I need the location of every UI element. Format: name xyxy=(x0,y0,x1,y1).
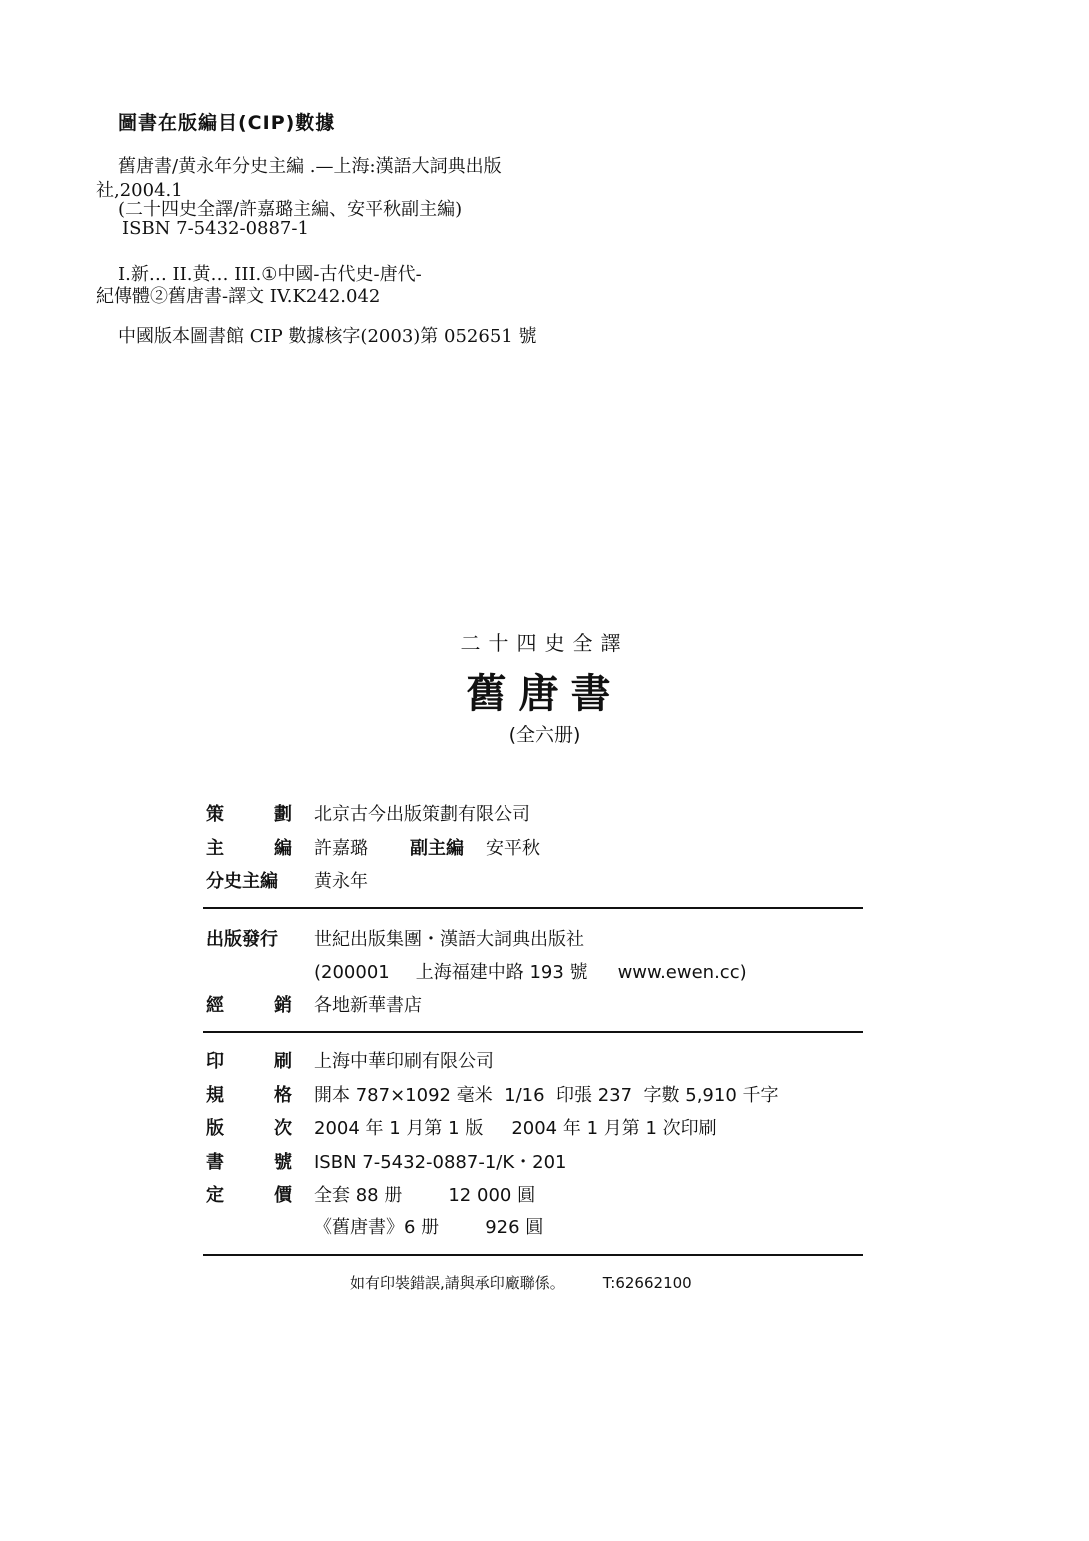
price-book-name: 《舊唐書》6 册 xyxy=(314,1217,440,1238)
section-editor-label: 分史主編 xyxy=(206,871,278,892)
publisher-postcode: (200001 xyxy=(314,962,390,983)
edition-printing: 2004 年 1 月第 1 次印刷 xyxy=(511,1118,717,1139)
format-label: 規 格 xyxy=(206,1085,292,1106)
edition-label: 版 次 xyxy=(206,1118,292,1139)
publisher-website: www.ewen.cc) xyxy=(617,962,747,983)
publisher-value: 世紀出版集團・漢語大詞典出版社 xyxy=(314,929,584,950)
chief-editor-value xyxy=(314,834,540,860)
misprint-notice: 如有印裝錯誤,請與承印廠聯係。 xyxy=(350,1274,565,1292)
cip-line-subjects: I.新… II.黄… III.①中國-古代史-唐代- xyxy=(118,264,422,285)
series-name: 二十四史全譯 xyxy=(460,631,629,655)
format-value: 開本 787×1092 毫米 1/16 印張 237 字數 5,910 千字 xyxy=(314,1085,779,1106)
cip-line-title: 舊唐書/黄永年分史主編 .—上海:漢語大詞典出版 xyxy=(118,156,502,177)
planning-label: 策 劃 xyxy=(206,804,292,825)
price-set xyxy=(314,1181,535,1207)
deputy-editor-name: 安平秋 xyxy=(486,838,540,859)
section-editor-value: 黄永年 xyxy=(314,871,368,892)
footer-note xyxy=(350,1272,692,1293)
cip-line-series: (二十四史全譯/許嘉璐主編、安平秋副主編) xyxy=(118,199,463,220)
price-book-value: 926 圓 xyxy=(485,1217,544,1238)
publisher-label: 出版發行 xyxy=(206,929,278,950)
price-label: 定 價 xyxy=(206,1185,292,1206)
distributor-value: 各地新華書店 xyxy=(314,995,422,1016)
edition-first: 2004 年 1 月第 1 版 xyxy=(314,1118,484,1139)
cip-line-isbn: ISBN 7-5432-0887-1 xyxy=(122,218,309,239)
price-book xyxy=(314,1213,543,1239)
chief-editor-name: 許嘉璐 xyxy=(314,838,368,859)
printer-value: 上海中華印刷有限公司 xyxy=(314,1051,494,1072)
divider-rule-2 xyxy=(203,1031,863,1033)
edition-value xyxy=(314,1114,717,1140)
cip-line-classification: 紀傳體②舊唐書-譯文 IV.K242.042 xyxy=(96,286,381,307)
book-title: 舊唐書 xyxy=(466,670,623,717)
distributor-label: 經 銷 xyxy=(206,995,292,1016)
printer-phone: T:62662100 xyxy=(602,1274,692,1292)
cip-line-publisher: 社,2004.1 xyxy=(96,180,183,201)
printer-label: 印 刷 xyxy=(206,1051,292,1072)
cip-line-record-number: 中國版本圖書館 CIP 數據核字(2003)第 052651 號 xyxy=(118,326,537,347)
cip-heading: 圖書在版編目(CIP)數據 xyxy=(118,112,336,134)
publisher-address xyxy=(314,958,747,984)
divider-rule-3 xyxy=(203,1254,863,1256)
book-number-value: ISBN 7-5432-0887-1/K・201 xyxy=(314,1152,567,1173)
planning-value: 北京古今出版策劃有限公司 xyxy=(314,804,530,825)
divider-rule-1 xyxy=(203,907,863,909)
price-set-value: 12 000 圓 xyxy=(448,1185,536,1206)
publisher-street: 上海福建中路 193 號 xyxy=(415,962,588,983)
deputy-editor-label: 副主編 xyxy=(410,838,464,859)
chief-editor-label: 主 編 xyxy=(206,838,292,859)
book-number-label: 書 號 xyxy=(206,1152,292,1173)
volume-count: (全六册) xyxy=(508,724,581,746)
price-set-name: 全套 88 册 xyxy=(314,1185,403,1206)
